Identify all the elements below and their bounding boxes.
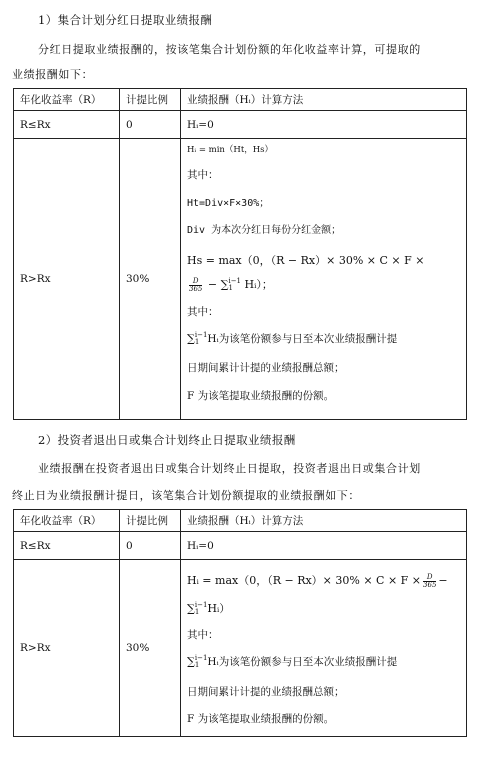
header-ratio: 计提比例 — [120, 89, 181, 111]
minus-sum: − ∑ — [207, 278, 229, 291]
table2-row-le — [14, 532, 467, 560]
section2-intro-line2: 终止日为业绩报酬计提日，该笔集合计划份额提取的业绩报酬如下： — [12, 489, 360, 502]
where-label-2: 其中： — [187, 306, 219, 318]
section2-heading: 2）投资者退出日或集合计划终止日提取业绩报酬 — [38, 433, 296, 447]
cond-cell: R>Rx — [14, 139, 120, 420]
method-cell: Hᵢ=0 — [181, 111, 467, 139]
sum-definition-cont: 日期间累计计提的业绩报酬总额； — [187, 362, 345, 374]
fraction-d-365: $\frac{D}{365}$ — [189, 276, 203, 293]
table1-row-gt — [14, 139, 467, 420]
header-method: 业绩报酬（Hᵢ）计算方法 — [181, 89, 467, 111]
cond-cell: R≤Rx — [14, 532, 120, 560]
section2-intro-line1: 业绩报酬在投资者退出日或集合计划终止日提取，投资者退出日或集合计划 — [38, 462, 421, 475]
table1 — [13, 88, 467, 420]
table2 — [13, 509, 467, 737]
formula-hs: Hs = max（0，（R − Rx）× 30% × C × F × — [187, 254, 425, 267]
header-ratio: 计提比例 — [120, 510, 181, 532]
f-definition: F 为该笔提取业绩报酬的份额。 — [187, 390, 335, 402]
formula-hi-max-cont: ∑ i−1 1 Hᵢ） — [187, 601, 231, 616]
sum-definition: ∑ i−1 1 Hᵢ为该笔份额参与日至本次业绩报酬计提 — [187, 331, 398, 346]
f-definition: F 为该笔提取业绩报酬的份额。 — [187, 713, 335, 725]
sum-limits: i−1 1 — [228, 277, 242, 292]
method-cell — [181, 560, 467, 737]
formula-hi-max: Hᵢ = max（0，（R − Rx）× 30% × C × F × $\frac{D}{365}$ − — [187, 572, 448, 589]
formula-ht: Ht=Div×F×30%； — [187, 198, 270, 209]
table1-header-row — [14, 89, 467, 111]
formula-hi-min: Hᵢ = min（Ht，Hs） — [187, 145, 274, 155]
cond-cell: R≤Rx — [14, 111, 120, 139]
formula-hs-cont — [187, 276, 273, 293]
ratio-cell: 0 — [120, 532, 181, 560]
hi-tail: Hᵢ）； — [244, 278, 273, 291]
sum-definition: ∑ i−1 1 Hᵢ为该笔份额参与日至本次业绩报酬计提 — [187, 654, 398, 669]
section1-intro-line1: 分红日提取业绩报酬的，按该笔集合计划份额的年化收益率计算，可提取的 — [38, 43, 421, 56]
section1-heading: 1）集合计划分红日提取业绩报酬 — [38, 13, 213, 27]
method-cell: Hᵢ=0 — [181, 532, 467, 560]
section1-intro-line2: 业绩报酬如下： — [12, 68, 94, 81]
method-cell — [181, 139, 467, 420]
where-label: 其中： — [187, 629, 219, 641]
table2-header-row — [14, 510, 467, 532]
table1-row-le — [14, 111, 467, 139]
header-annualized-return: 年化收益率（R） — [14, 510, 120, 532]
ratio-cell: 0 — [120, 111, 181, 139]
fraction-d-365: $\frac{D}{365}$ — [423, 572, 437, 589]
cond-cell: R>Rx — [14, 560, 120, 737]
table2-row-gt — [14, 560, 467, 737]
ratio-cell: 30% — [120, 560, 181, 737]
header-method: 业绩报酬（Hᵢ）计算方法 — [181, 510, 467, 532]
where-label: 其中： — [187, 169, 219, 181]
div-definition: Div 为本次分红日每份分红金额； — [187, 225, 342, 236]
ratio-cell: 30% — [120, 139, 181, 420]
header-annualized-return: 年化收益率（R） — [14, 89, 120, 111]
sum-definition-cont: 日期间累计计提的业绩报酬总额； — [187, 686, 345, 698]
